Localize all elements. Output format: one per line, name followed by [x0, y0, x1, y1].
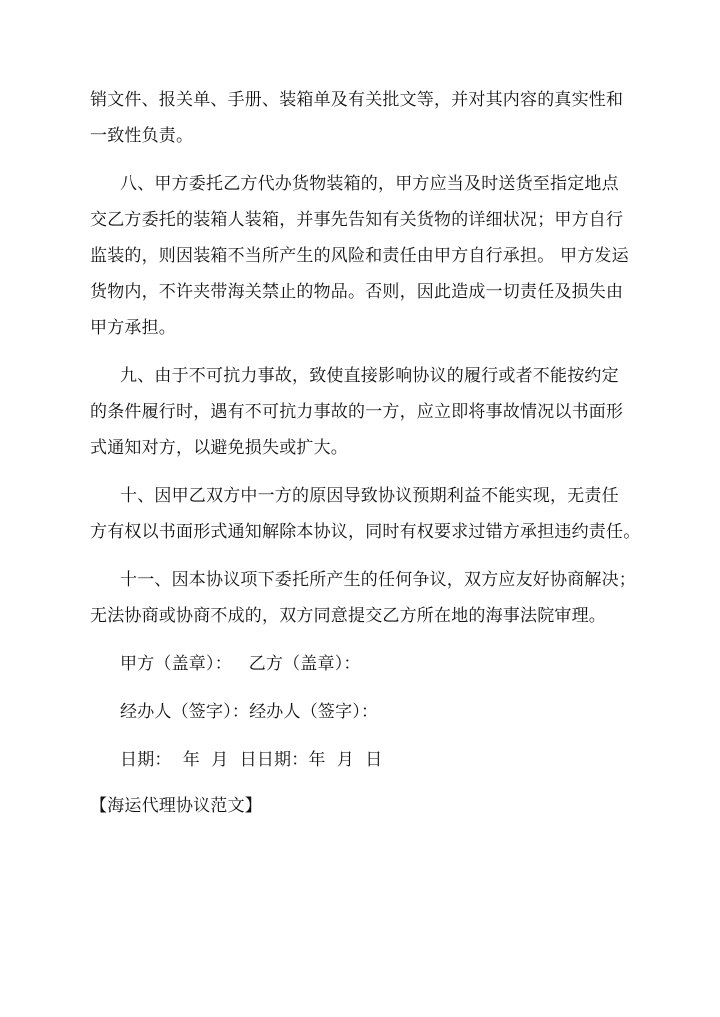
clause-8-line: 交乙方委托的装箱人装箱，并事先告知有关货物的详细状况；甲方自行: [90, 210, 624, 230]
clause-11-line: 无法协商或协商不成的，双方同意提交乙方所在地的海事法院审理。: [90, 606, 606, 626]
section-title: 【海运代理协议范文】: [90, 796, 262, 816]
clause-9-line: 的条件履行时，遇有不可抗力事故的一方，应立即将事故情况以书面形: [90, 402, 624, 422]
seal-line: 甲方（盖章）： 乙方（盖章）：: [120, 654, 361, 674]
date-line: 日期： 年 月 日日期：年 月 日: [120, 750, 383, 770]
signature-line: 经办人（签字）：经办人（签字）：: [120, 702, 379, 722]
clause-11-line: 十一、因本协议项下委托所产生的任何争议，双方应友好协商解决；: [120, 570, 636, 590]
clause-9-line: 九、由于不可抗力事故，致使直接影响协议的履行或者不能按约定: [120, 366, 619, 386]
text-line: 一致性负责。: [90, 126, 194, 146]
clause-8-line: 甲方承担。: [90, 318, 176, 338]
clause-8-line: 货物内，不许夹带海关禁止的物品。否则，因此造成一切责任及损失由: [90, 282, 624, 302]
clause-8-line: 监装的，则因装箱不当所产生的风险和责任由甲方自行承担。 甲方发运: [90, 246, 629, 266]
clause-9-line: 式通知对方，以避免损失或扩大。: [90, 438, 348, 458]
clause-10-line: 十、因甲乙双方中一方的原因导致协议预期利益不能实现，无责任: [120, 486, 619, 506]
clause-10-line: 方有权以书面形式通知解除本协议，同时有权要求过错方承担违约责任。: [90, 522, 641, 542]
text-line: 销文件、报关单、手册、装箱单及有关批文等，并对其内容的真实性和: [90, 90, 624, 110]
clause-8-line: 八、甲方委托乙方代办货物装箱的，甲方应当及时送货至指定地点: [120, 174, 619, 194]
